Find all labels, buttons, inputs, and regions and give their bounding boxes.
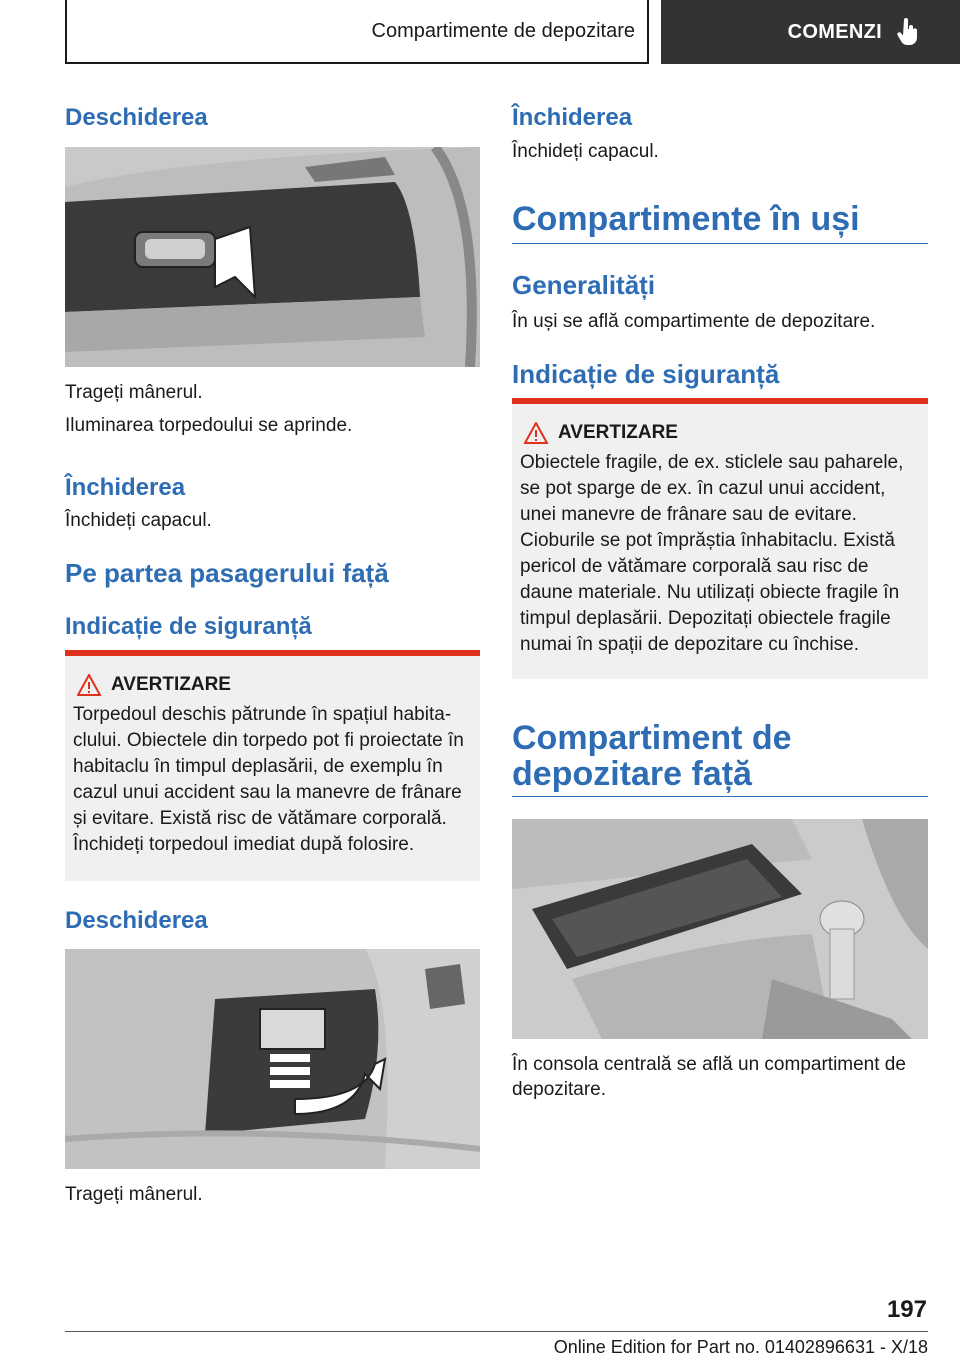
footer-rule: [65, 1331, 928, 1332]
heading-inchiderea-2: Închiderea: [512, 104, 633, 131]
heading-safety-left: Indicație de siguranță: [65, 613, 312, 640]
footer-edition: Online Edition for Part no. 01402896631 - X/18: [553, 1337, 928, 1357]
warning-box-left: [65, 650, 480, 881]
heading-deschiderea-2: Deschiderea: [65, 907, 208, 934]
center-console-storage-figure: [512, 819, 928, 1039]
heading-front-storage-line2: depozitare față: [512, 755, 752, 793]
warning-title: AVERTIZARE: [558, 422, 678, 443]
warning-box-right: [512, 398, 928, 679]
heading-safety-right: Indicație de siguranță: [512, 359, 780, 389]
warning-header: [77, 674, 472, 696]
heading-front-storage-line1: Compartiment de: [512, 719, 792, 757]
open2-instruction: Trageți mânerul.: [65, 1184, 203, 1205]
warning-text: Torpedoul deschis pătrunde în spațiul habitaclului. Obiectele din torpedo pot fi proiectate în habitaclu în timpul deplasării, de exemplu în cazul unui accident sau la manevre de frânare și evitare. Există risc de vătămare corporală. Închideți torpedoul imediat după folosire.: [73, 704, 464, 855]
chapter-tab[interactable]: [661, 0, 960, 64]
heading-door-compartments: Compartimente în uși: [512, 200, 860, 238]
page-number: 197: [886, 1296, 927, 1323]
heading-passenger-side: Pe partea pasagerului față: [65, 558, 389, 588]
chapter-label: COMENZI: [787, 20, 882, 43]
heading-general: Generalități: [512, 270, 656, 300]
heading-rule: [512, 796, 928, 797]
open1-note: Iluminarea torpedoului se aprinde.: [65, 415, 353, 436]
general-text: În uși se află compartimente de depozitare.: [512, 311, 876, 332]
heading-inchiderea-1: Închiderea: [65, 474, 186, 501]
heading-rule: [512, 243, 928, 244]
passenger-glovebox-figure: [65, 949, 480, 1169]
warning-title: AVERTIZARE: [111, 674, 231, 695]
warning-triangle-icon: [524, 422, 548, 444]
warning-header: [524, 422, 920, 444]
running-header-section: [65, 0, 649, 64]
open1-instruction: Trageți mânerul.: [65, 382, 203, 403]
pointing-hand-icon: [896, 18, 920, 46]
warning-text: Obiectele fragile, de ex. sticlele sau paharele, se pot sparge de ex. în cazul unui accident, unei manevre de frânare sau de evitare. Cioburile se pot împrăștia înhabitaclu. Există pericol de vătămare corporală sau risc de daune materiale. Nu utilizați obiecte fragile în timpul deplasării. Depozitați obiectele fragile numai în spații de depozitare cu închise.: [520, 452, 904, 655]
heading-deschiderea-1: Deschiderea: [65, 104, 208, 131]
section-title: Compartimente de depozitare: [371, 19, 635, 42]
glovebox-handle-figure: [65, 147, 480, 367]
close2-instruction: Închideți capacul.: [512, 141, 659, 162]
close1-instruction: Închideți capacul.: [65, 510, 212, 531]
warning-triangle-icon: [77, 674, 101, 696]
front-storage-text: În consola centrală se află un compartiment de depozitare.: [512, 1054, 906, 1100]
